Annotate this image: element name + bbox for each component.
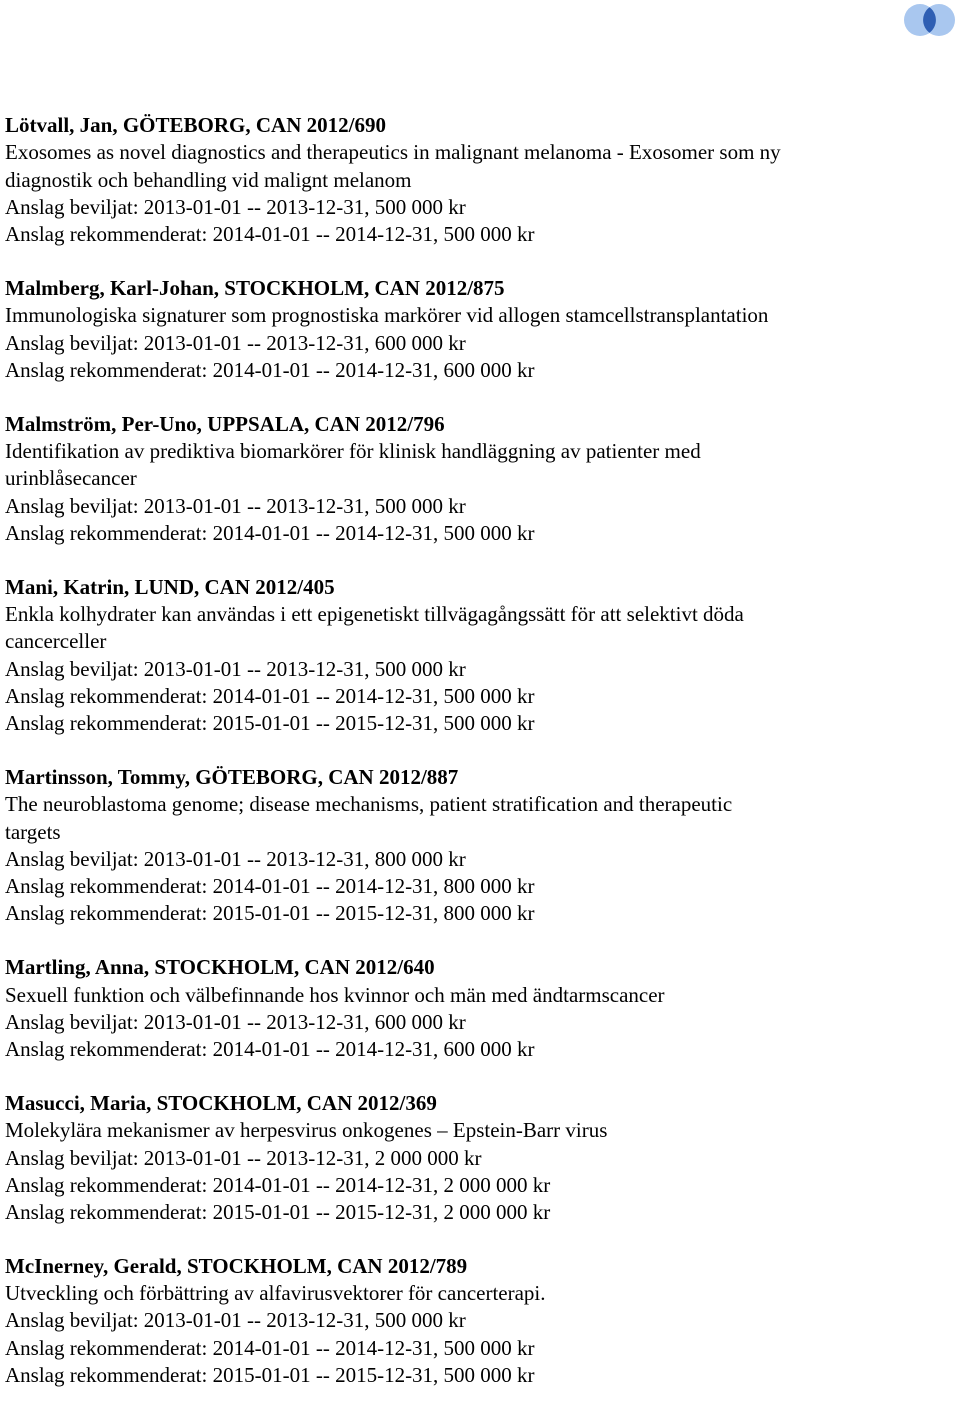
grant-line: Anslag rekommenderat: 2014-01-01 -- 2014-12-31, 500 000 kr [5, 1335, 535, 1360]
grant-entry [5, 1090, 935, 1226]
grant-list [5, 112, 935, 1416]
grant-line: Anslag rekommenderat: 2014-01-01 -- 2014-12-31, 500 000 kr [5, 222, 535, 247]
project-title-line: Utveckling och förbättring av alfavirusvektorer för cancerterapi. [5, 1281, 546, 1306]
grant-line: Anslag rekommenderat: 2014-01-01 -- 2014-12-31, 2 000 000 kr [5, 1172, 551, 1197]
grant-line: Anslag beviljat: 2013-01-01 -- 2013-12-31, 500 000 kr [5, 1308, 466, 1333]
grant-line: Anslag beviljat: 2013-01-01 -- 2013-12-31, 2 000 000 kr [5, 1145, 482, 1170]
project-title-line: Exosomes as novel diagnostics and therapeutics in malignant melanoma - Exosomer som ny [5, 140, 781, 165]
grant-entry [5, 411, 935, 547]
project-title-line: targets [5, 819, 61, 844]
applicant-heading: McInerney, Gerald, STOCKHOLM, CAN 2012/789 [5, 1253, 468, 1278]
project-title-line: diagnostik och behandling vid malignt melanom [5, 167, 412, 192]
applicant-heading: Martinsson, Tommy, GÖTEBORG, CAN 2012/887 [5, 764, 459, 789]
grant-line: Anslag rekommenderat: 2014-01-01 -- 2014-12-31, 600 000 kr [5, 357, 535, 382]
grant-line: Anslag beviljat: 2013-01-01 -- 2013-12-31, 500 000 kr [5, 656, 466, 681]
grant-line: Anslag rekommenderat: 2014-01-01 -- 2014-12-31, 500 000 kr [5, 683, 535, 708]
grant-line: Anslag beviljat: 2013-01-01 -- 2013-12-31, 500 000 kr [5, 194, 466, 219]
applicant-heading: Lötvall, Jan, GÖTEBORG, CAN 2012/690 [5, 113, 386, 137]
applicant-heading: Martling, Anna, STOCKHOLM, CAN 2012/640 [5, 955, 435, 980]
applicant-heading: Malmberg, Karl-Johan, STOCKHOLM, CAN 2012/875 [5, 275, 505, 300]
grant-line: Anslag rekommenderat: 2014-01-01 -- 2014-12-31, 500 000 kr [5, 520, 535, 545]
project-title-line: cancerceller [5, 629, 107, 654]
project-title-line: Enkla kolhydrater kan användas i ett epigenetiskt tillvägagångssätt för att selektivt döda [5, 601, 744, 626]
applicant-heading: Malmström, Per-Uno, UPPSALA, CAN 2012/796 [5, 411, 445, 436]
grant-line: Anslag beviljat: 2013-01-01 -- 2013-12-31, 500 000 kr [5, 493, 466, 518]
grant-entry [5, 275, 935, 384]
grant-line: Anslag rekommenderat: 2014-01-01 -- 2014-12-31, 600 000 kr [5, 1037, 535, 1062]
project-title-line: The neuroblastoma genome; disease mechanisms, patient stratification and therapeutic [5, 792, 733, 817]
applicant-heading: Masucci, Maria, STOCKHOLM, CAN 2012/369 [5, 1090, 437, 1115]
grant-line: Anslag beviljat: 2013-01-01 -- 2013-12-31, 600 000 kr [5, 1009, 466, 1034]
logo-icon [902, 2, 958, 38]
project-title-line: Identifikation av prediktiva biomarkörer för klinisk handläggning av patienter med [5, 438, 701, 463]
grant-line: Anslag rekommenderat: 2015-01-01 -- 2015-12-31, 500 000 kr [5, 1363, 535, 1388]
project-title-line: Molekylära mekanismer av herpesvirus onkogenes – Epstein-Barr virus [5, 1118, 608, 1143]
project-title-line: Immunologiska signaturer som prognostiska markörer vid allogen stamcellstransplantation [5, 303, 769, 328]
grant-entry [5, 954, 935, 1063]
grant-entry [5, 1253, 935, 1389]
grant-line: Anslag rekommenderat: 2015-01-01 -- 2015-12-31, 800 000 kr [5, 901, 535, 926]
grant-line: Anslag rekommenderat: 2015-01-01 -- 2015-12-31, 500 000 kr [5, 711, 535, 736]
grant-line: Anslag beviljat: 2013-01-01 -- 2013-12-31, 800 000 kr [5, 846, 466, 871]
grant-entry [5, 764, 935, 928]
project-title-line: Sexuell funktion och välbefinnande hos kvinnor och män med ändtarmscancer [5, 982, 665, 1007]
grant-line: Anslag rekommenderat: 2014-01-01 -- 2014-12-31, 800 000 kr [5, 874, 535, 899]
grant-entry [5, 574, 935, 738]
grant-line: Anslag rekommenderat: 2015-01-01 -- 2015-12-31, 2 000 000 kr [5, 1200, 551, 1225]
applicant-heading: Mani, Katrin, LUND, CAN 2012/405 [5, 574, 335, 599]
grant-entry [5, 112, 935, 248]
site-logo [902, 2, 958, 38]
grant-line: Anslag beviljat: 2013-01-01 -- 2013-12-31, 600 000 kr [5, 330, 466, 355]
project-title-line: urinblåsecancer [5, 466, 137, 491]
